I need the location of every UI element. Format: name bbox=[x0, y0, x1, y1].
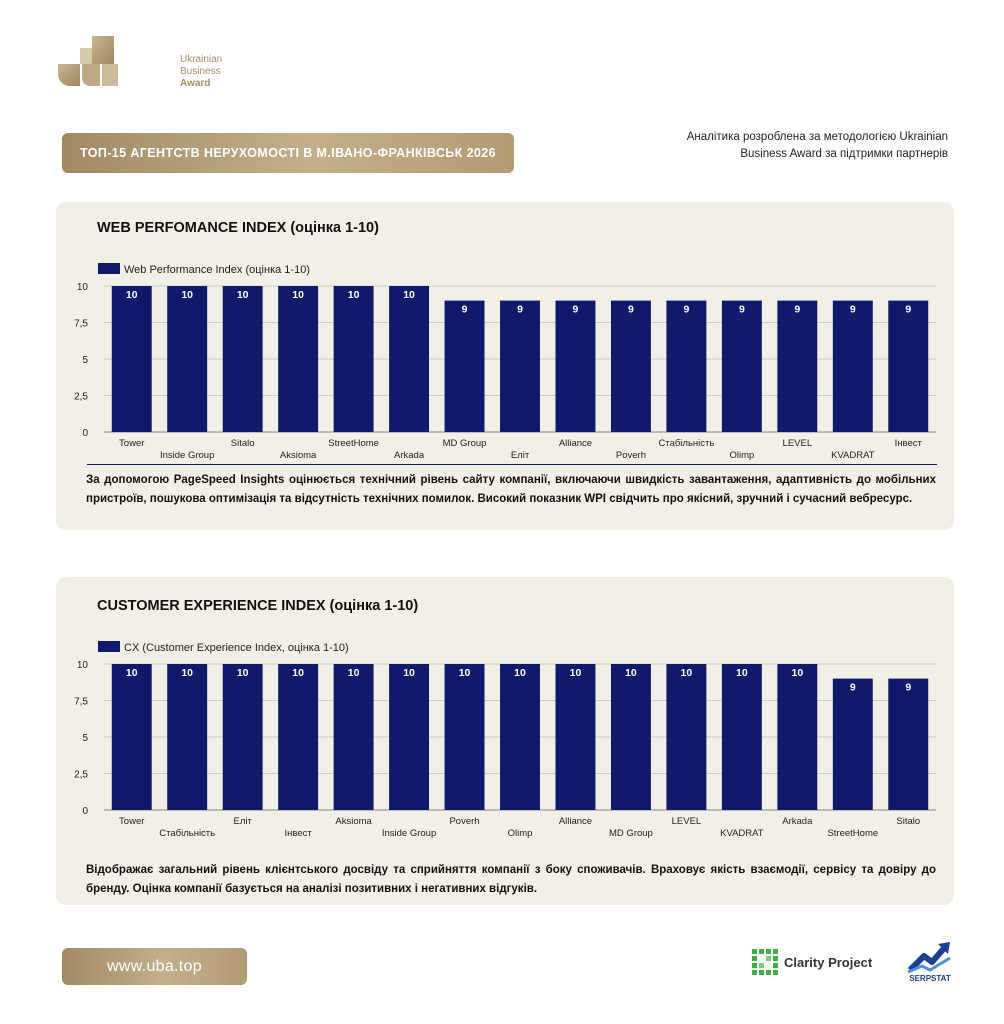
bar bbox=[500, 301, 540, 432]
y-tick-label: 10 bbox=[76, 282, 88, 293]
logo-line-1: Ukrainian bbox=[180, 54, 223, 65]
bar bbox=[777, 301, 817, 432]
bar bbox=[555, 664, 595, 810]
x-tick-label: StreetHome bbox=[328, 438, 379, 449]
bar bbox=[833, 301, 873, 432]
legend-swatch bbox=[98, 263, 120, 274]
data-label: 9 bbox=[849, 303, 856, 316]
bar bbox=[167, 664, 207, 810]
serpstat-label: SERPSTAT bbox=[909, 974, 951, 983]
bar bbox=[223, 286, 263, 432]
data-label: 10 bbox=[181, 667, 194, 679]
x-tick-label: KVADRAT bbox=[720, 828, 764, 839]
data-label: 9 bbox=[905, 681, 912, 694]
x-tick-label: Еліт bbox=[510, 450, 530, 461]
bar bbox=[278, 286, 318, 432]
wpi-card bbox=[56, 202, 954, 530]
x-tick-label: LEVEL bbox=[671, 816, 702, 827]
data-label: 9 bbox=[905, 303, 912, 316]
bar bbox=[666, 301, 706, 432]
bar bbox=[167, 286, 207, 432]
analytics-note bbox=[618, 129, 948, 163]
analytics-line-1: Аналітика розроблена за методологією Ukrainian bbox=[686, 131, 948, 143]
x-tick-label: Inside Group bbox=[381, 828, 437, 839]
x-tick-label: LEVEL bbox=[782, 438, 813, 449]
x-tick-label: Інвест bbox=[894, 438, 922, 449]
data-label: 10 bbox=[347, 667, 360, 679]
serpstat-chart-icon bbox=[906, 940, 954, 974]
x-tick-label: Arkada bbox=[782, 816, 813, 827]
page-title: ТОП-15 АГЕНТСТВ НЕРУХОМОСТІ В М.ІВАНО-ФРАНКІВСЬК 2026 bbox=[62, 133, 514, 173]
bar bbox=[278, 664, 318, 810]
y-tick-label: 0 bbox=[82, 806, 88, 817]
bar bbox=[888, 679, 928, 810]
data-label: 9 bbox=[572, 303, 579, 316]
bar bbox=[777, 664, 817, 810]
bar bbox=[112, 286, 152, 432]
logo-line-2: Business bbox=[180, 66, 221, 77]
cx-description: Відображає загальний рівень клієнтського досвіду та сприйняття компанії з боку споживачів. Враховує якість взаємодії, сервісу та довіру до бренду. Оцінка компанії базується на аналізі позитивних і негативних відгуків. bbox=[86, 864, 936, 895]
bar bbox=[611, 301, 651, 432]
analytics-line-2: Business Award за підтримки партнерів bbox=[740, 148, 948, 160]
y-tick-label: 0 bbox=[82, 428, 88, 439]
data-label: 10 bbox=[236, 289, 249, 301]
x-tick-label: Sitalo bbox=[896, 816, 921, 827]
x-tick-label: Tower bbox=[119, 816, 145, 827]
data-label: 10 bbox=[569, 667, 582, 679]
logo-line-3: Award bbox=[180, 78, 211, 89]
bar bbox=[500, 664, 540, 810]
bar bbox=[334, 664, 374, 810]
bar bbox=[833, 679, 873, 810]
x-tick-label: Стабільність bbox=[658, 438, 715, 449]
data-label: 9 bbox=[794, 303, 801, 316]
cx-title: CUSTOMER EXPERIENCE INDEX (оцінка 1-10) bbox=[97, 598, 419, 614]
bar bbox=[112, 664, 152, 810]
x-tick-label: Poverh bbox=[449, 816, 480, 827]
data-label: 10 bbox=[181, 289, 194, 301]
wpi-description: За допомогою PageSpeed Insights оцінюється технічний рівень сайту компанії, включаючи швидкість завантаження, адаптивність до мобільних пристроїв, пошукова оптимізація та відсутність технічних помилок. Високий показник WPI свідчить про якісний, зручний і сучасний вебресурс. bbox=[86, 474, 936, 505]
data-label: 9 bbox=[849, 681, 856, 694]
x-tick-label: Sitalo bbox=[230, 438, 255, 449]
bar bbox=[722, 301, 762, 432]
x-tick-label: Olimp bbox=[729, 450, 755, 461]
data-label: 9 bbox=[683, 303, 690, 316]
x-tick-label: Poverh bbox=[615, 450, 646, 461]
clarity-grid-icon bbox=[752, 949, 778, 975]
x-tick-label: KVADRAT bbox=[831, 450, 875, 461]
data-label: 10 bbox=[680, 667, 693, 679]
data-label: 10 bbox=[625, 667, 637, 679]
uba-logo bbox=[56, 36, 223, 92]
data-label: 10 bbox=[347, 289, 360, 301]
bar bbox=[445, 301, 485, 432]
serpstat-logo bbox=[906, 940, 954, 986]
data-label: 10 bbox=[514, 667, 526, 679]
x-tick-label: Inside Group bbox=[159, 450, 215, 461]
data-label: 10 bbox=[236, 667, 249, 679]
bar bbox=[666, 664, 706, 810]
x-tick-label: Aksioma bbox=[279, 450, 317, 461]
bar bbox=[389, 286, 429, 432]
x-tick-label: Стабільність bbox=[159, 828, 216, 839]
cx-card bbox=[56, 577, 954, 905]
uba-logo-icon bbox=[56, 36, 122, 92]
data-label: 10 bbox=[125, 289, 138, 301]
data-label: 10 bbox=[403, 667, 415, 679]
legend-label: Web Performance Index (оцінка 1-10) bbox=[124, 264, 310, 276]
data-label: 10 bbox=[791, 667, 804, 679]
clarity-project-logo bbox=[752, 948, 872, 976]
bar bbox=[223, 664, 263, 810]
legend-label: CX (Customer Experience Index, оцінка 1-10) bbox=[124, 642, 349, 654]
x-tick-label: Еліт bbox=[233, 816, 252, 827]
x-tick-label: Інвест bbox=[284, 828, 312, 839]
bar bbox=[389, 664, 429, 810]
y-tick-label: 7,5 bbox=[74, 318, 88, 330]
bar bbox=[555, 301, 595, 432]
wpi-divider bbox=[87, 464, 937, 465]
y-tick-label: 2,5 bbox=[74, 769, 88, 781]
y-tick-label: 5 bbox=[82, 733, 88, 744]
x-tick-label: Tower bbox=[119, 438, 145, 449]
bar bbox=[611, 664, 651, 810]
data-label: 10 bbox=[736, 667, 748, 679]
data-label: 9 bbox=[628, 303, 634, 316]
clarity-project-label: Clarity Project bbox=[784, 954, 873, 970]
wpi-chart bbox=[56, 254, 954, 464]
data-label: 9 bbox=[461, 303, 468, 316]
x-tick-label: Alliance bbox=[558, 816, 593, 827]
y-tick-label: 2,5 bbox=[74, 391, 88, 403]
x-tick-label: Aksioma bbox=[335, 816, 372, 827]
y-tick-label: 7,5 bbox=[74, 696, 88, 708]
y-tick-label: 5 bbox=[82, 355, 88, 366]
cx-chart bbox=[56, 632, 954, 842]
site-link[interactable]: www.uba.top bbox=[62, 948, 247, 985]
x-tick-label: MD Group bbox=[609, 828, 653, 839]
wpi-title: WEB PERFOMANCE INDEX (оцінка 1-10) bbox=[97, 220, 379, 236]
legend-swatch bbox=[98, 641, 120, 652]
x-tick-label: StreetHome bbox=[827, 828, 879, 839]
data-label: 10 bbox=[292, 667, 304, 679]
data-label: 10 bbox=[458, 667, 471, 679]
data-label: 10 bbox=[403, 289, 415, 301]
data-label: 9 bbox=[517, 303, 523, 316]
x-tick-label: MD Group bbox=[442, 438, 487, 449]
data-label: 9 bbox=[738, 303, 745, 316]
x-tick-label: Olimp bbox=[507, 828, 533, 839]
data-label: 10 bbox=[292, 289, 304, 301]
bar bbox=[445, 664, 485, 810]
x-tick-label: Alliance bbox=[558, 438, 593, 449]
bar bbox=[722, 664, 762, 810]
y-tick-label: 10 bbox=[76, 660, 88, 671]
data-label: 10 bbox=[125, 667, 138, 679]
bar bbox=[888, 301, 928, 432]
bar bbox=[334, 286, 374, 432]
x-tick-label: Arkada bbox=[394, 450, 425, 461]
